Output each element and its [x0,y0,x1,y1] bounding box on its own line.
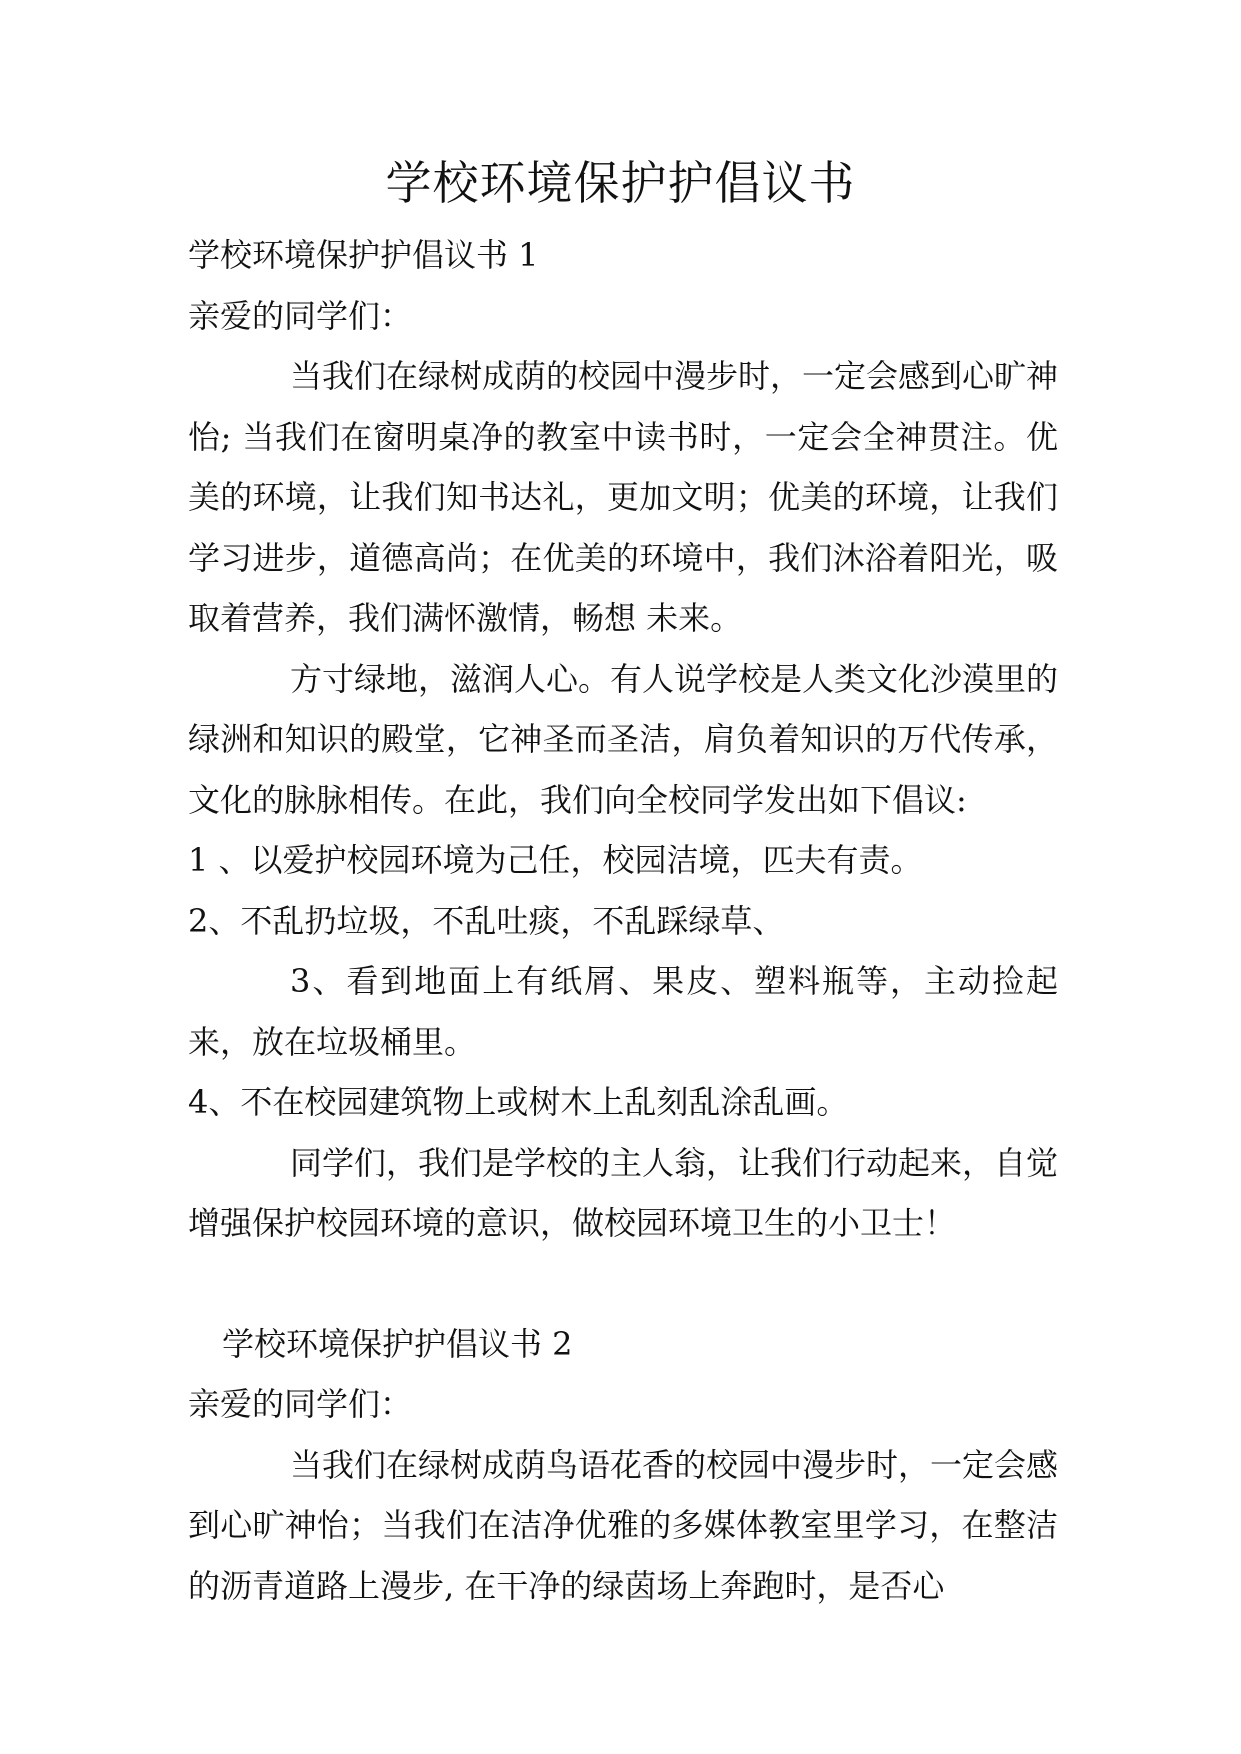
document-title: 学校环境保护护倡议书 [385,156,856,210]
section-2-salutation: 亲爱的同学们： [188,1385,413,1423]
proposal-item-4: 4、不在校园建筑物上或树木上乱刻乱涂乱画。 [188,1083,849,1121]
section-2-paragraph-1: 当我们在绿树成荫鸟语花香的校园中漫步时，一定会感到心旷神怡；当我们在洁净优雅的多媒体教室里学习，在整洁的沥青道路上漫步, 在干净的绿茵场上奔跑时，是否心 [188,1445,1059,1605]
section-2-heading: 学校环境保护护倡议书 2 [222,1324,573,1363]
proposal-item-2: 2、不乱扔垃圾，不乱吐痰，不乱踩绿草、 [188,901,785,940]
proposal-item-1: 1 、以爱护校园环境为己任，校园洁境，匹夫有责。 [188,841,923,879]
section-1-paragraph-1: 当我们在绿树成荫的校园中漫步时，一定会感到心旷神怡; 当我们在窗明桌净的教室中读书时，一定会全神贯注。优美的环境，让我们知书达礼，更加文明；优美的环境，让我们学习进步，道德高尚；在优美的环境中，我们沐浴着阳光，吸取着营养，我们满怀激情，畅想 未来。 [188,357,1059,637]
section-1-salutation: 亲爱的同学们： [188,296,413,335]
proposal-item-3: 3、看到地面上有纸屑、果皮、塑料瓶等，主动捡起来，放在垃圾桶里。 [188,962,1058,1061]
section-1-paragraph-2: 方寸绿地，滋润人心。有人说学校是人类文化沙漠里的绿洲和知识的殿堂，它神圣而圣洁，肩负着知识的万代传承，文化的脉脉相传。在此，我们向全校同学发出如下倡议: [188,659,1059,819]
section-divider-space [188,1254,1058,1314]
section-1-closing: 同学们，我们是学校的主人翁，让我们行动起来，自觉增强保护校园环境的意识，做校园环境卫生的小卫士！ [188,1143,1059,1242]
section-1-heading: 学校环境保护护倡议书 1 [188,236,539,274]
document-body [188,225,1058,1616]
